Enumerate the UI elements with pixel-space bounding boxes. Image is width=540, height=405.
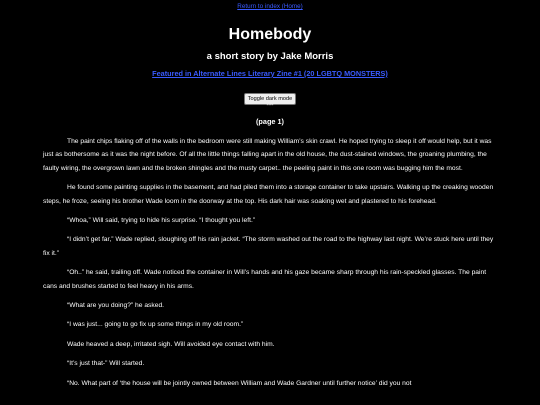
page-title: Homebody [228, 26, 312, 43]
page-number: (page 1) [256, 117, 284, 126]
paragraph: “No. What part of ‘the house will be jointly owned between William and Wade Gardner until further notice’ did you not [67, 379, 412, 387]
home-link[interactable]: Return to index (Home) [237, 3, 303, 10]
toggle-dark-mode-button[interactable]: Toggle dark mode [244, 93, 296, 105]
paragraph: He found some painting supplies in the basement, and had piled them into a storage container to take upstairs. Walking up the creaking wooden steps, he froze, seeing his brother Wade loom in the doorway at the top. His dark hair was soaking wet and plastered to his forehead. [43, 184, 494, 205]
paragraph: “It’s just that-” Will started. [67, 360, 145, 368]
story-body [43, 135, 497, 390]
featured-link[interactable]: Featured in Alternate Lines Literary Zine #1 (20 LGBTQ MONSTERS) [152, 69, 388, 78]
paragraph: “Whoa,” Will said, trying to hide his surprise. “I thought you left.” [67, 217, 256, 225]
byline: a short story by Jake Morris [206, 51, 334, 62]
toggle-container [43, 87, 497, 102]
paragraph: “I was just... going to go fix up some things in my old room.” [67, 321, 244, 329]
paragraph: “Oh..” he said, trailing off. Wade noticed the container in Will’s hands and his gaze became sharp through his rain-speckled glasses. The paint cans and brushes started to feel heavy in his arms. [43, 269, 487, 290]
paragraph: Wade heaved a deep, irritated sigh. Will avoided eye contact with him. [67, 340, 275, 348]
paragraph: “What are you doing?” he asked. [67, 302, 165, 310]
divider: --- [266, 102, 274, 109]
paragraph: “I didn’t get far,” Wade replied, sloughing off his rain jacket. “The storm washed out the road to the highway last night. We’re stuck here until they fix it.” [43, 236, 494, 257]
paragraph: The paint chips flaking off of the walls in the bedroom were still making William’s skin crawl. He hoped trying to sleep it off would help, but it was just as bothersome as it was the night before. Of all the little things falling apart in the old house, the dust-stained windows, the groaning plumbing, the faulty wiring, the overgrown lawn and the broken shingles and the musty carpet.. the peeling paint in this one room was bugging him the most. [43, 138, 492, 172]
